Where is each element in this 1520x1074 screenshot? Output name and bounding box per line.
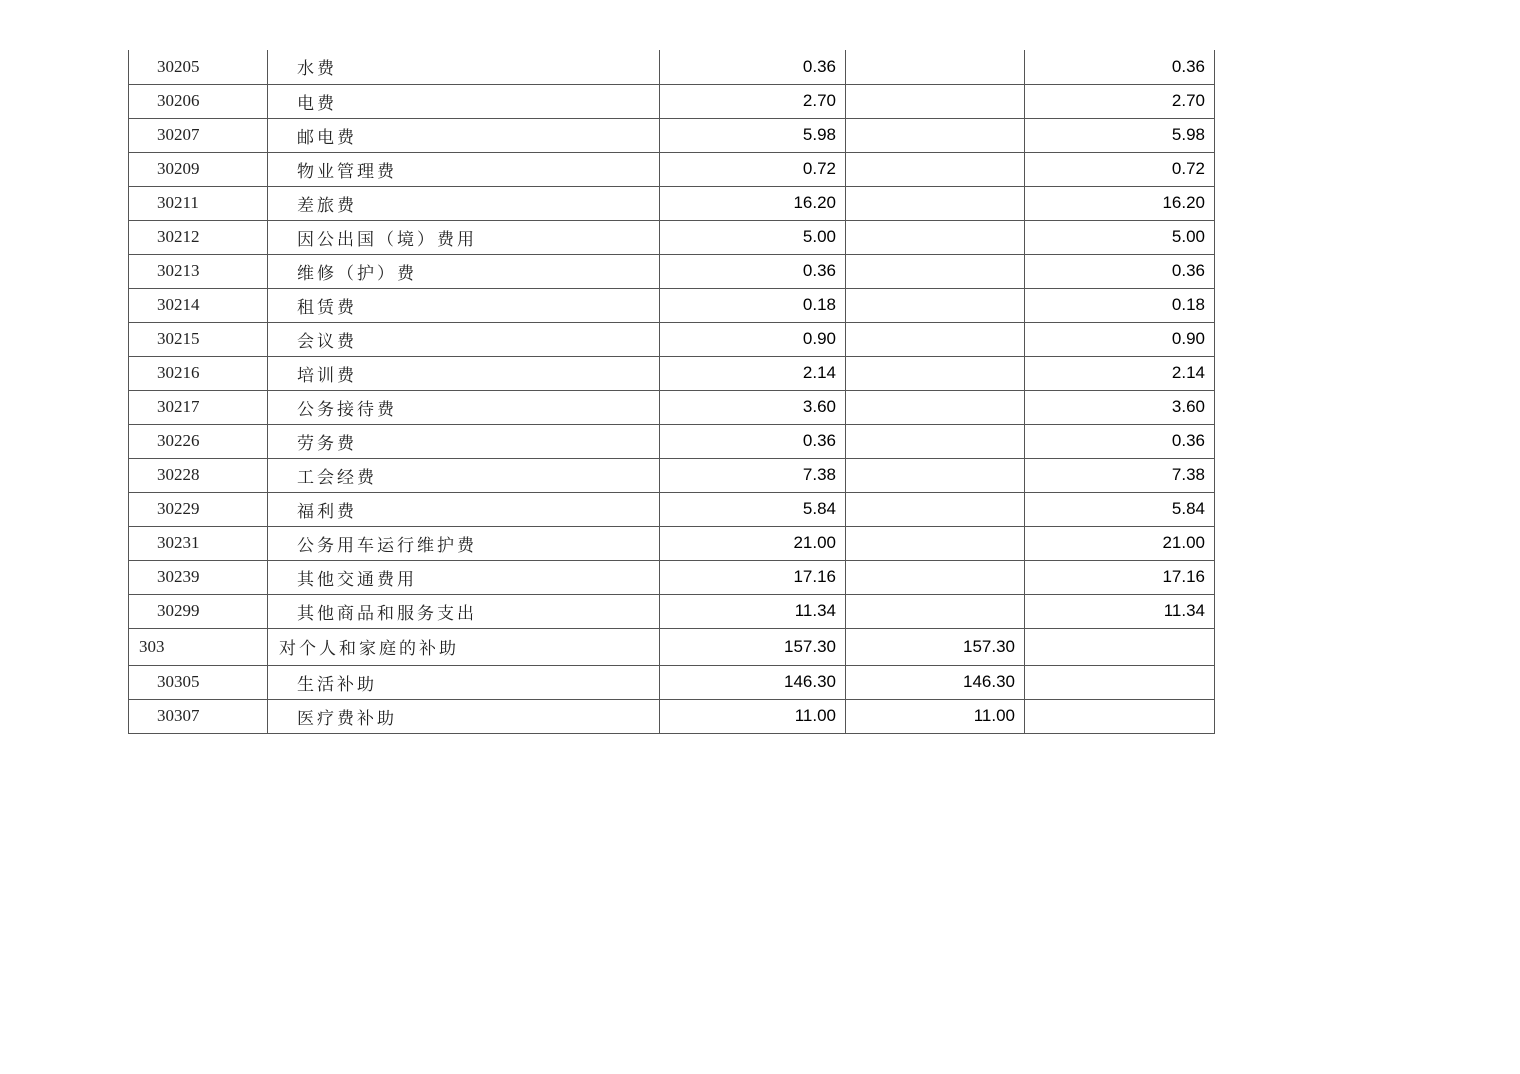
code-cell: 30239 xyxy=(129,560,268,594)
table-body xyxy=(129,50,1215,733)
basic-expenditure-cell: 11.00 xyxy=(846,699,1025,733)
basic-expenditure-cell xyxy=(846,560,1025,594)
item-name-cell: 邮电费 xyxy=(268,118,660,152)
total-amount-cell: 0.72 xyxy=(660,152,846,186)
basic-expenditure-cell xyxy=(846,390,1025,424)
code-cell: 30214 xyxy=(129,288,268,322)
code-cell: 30307 xyxy=(129,699,268,733)
code-cell: 30299 xyxy=(129,594,268,628)
project-expenditure-cell: 5.98 xyxy=(1025,118,1215,152)
project-expenditure-cell xyxy=(1025,699,1215,733)
table-row xyxy=(129,220,1215,254)
table-row xyxy=(129,254,1215,288)
table-row xyxy=(129,424,1215,458)
table-row xyxy=(129,560,1215,594)
table-row xyxy=(129,390,1215,424)
basic-expenditure-cell: 146.30 xyxy=(846,665,1025,699)
basic-expenditure-cell xyxy=(846,356,1025,390)
project-expenditure-cell: 5.00 xyxy=(1025,220,1215,254)
table-row xyxy=(129,322,1215,356)
basic-expenditure-cell xyxy=(846,492,1025,526)
item-name-cell: 劳务费 xyxy=(268,424,660,458)
item-name-cell: 培训费 xyxy=(268,356,660,390)
code-cell: 30213 xyxy=(129,254,268,288)
item-name-cell: 会议费 xyxy=(268,322,660,356)
code-cell: 30206 xyxy=(129,84,268,118)
code-cell: 30305 xyxy=(129,665,268,699)
table-row xyxy=(129,594,1215,628)
table-row xyxy=(129,288,1215,322)
total-amount-cell: 0.90 xyxy=(660,322,846,356)
item-name-cell: 因公出国（境）费用 xyxy=(268,220,660,254)
total-amount-cell: 0.36 xyxy=(660,424,846,458)
code-cell: 30211 xyxy=(129,186,268,220)
code-cell: 30212 xyxy=(129,220,268,254)
item-name-cell: 其他商品和服务支出 xyxy=(268,594,660,628)
total-amount-cell: 5.98 xyxy=(660,118,846,152)
total-amount-cell: 11.00 xyxy=(660,699,846,733)
code-cell: 30231 xyxy=(129,526,268,560)
project-expenditure-cell: 5.84 xyxy=(1025,492,1215,526)
basic-expenditure-cell xyxy=(846,186,1025,220)
basic-expenditure-cell xyxy=(846,526,1025,560)
table-row xyxy=(129,665,1215,699)
basic-expenditure-cell xyxy=(846,322,1025,356)
project-expenditure-cell: 7.38 xyxy=(1025,458,1215,492)
total-amount-cell: 157.30 xyxy=(660,628,846,665)
code-cell: 30228 xyxy=(129,458,268,492)
item-name-cell: 水费 xyxy=(268,50,660,84)
project-expenditure-cell: 0.36 xyxy=(1025,254,1215,288)
total-amount-cell: 0.36 xyxy=(660,50,846,84)
code-cell: 30217 xyxy=(129,390,268,424)
code-cell: 30226 xyxy=(129,424,268,458)
item-name-cell: 差旅费 xyxy=(268,186,660,220)
total-amount-cell: 3.60 xyxy=(660,390,846,424)
project-expenditure-cell xyxy=(1025,665,1215,699)
table-row xyxy=(129,50,1215,84)
project-expenditure-cell: 0.36 xyxy=(1025,50,1215,84)
project-expenditure-cell: 0.90 xyxy=(1025,322,1215,356)
item-name-cell: 医疗费补助 xyxy=(268,699,660,733)
item-name-cell: 公务接待费 xyxy=(268,390,660,424)
project-expenditure-cell: 21.00 xyxy=(1025,526,1215,560)
table-row xyxy=(129,84,1215,118)
table-row xyxy=(129,492,1215,526)
total-amount-cell: 2.70 xyxy=(660,84,846,118)
table-row xyxy=(129,186,1215,220)
table-row xyxy=(129,152,1215,186)
project-expenditure-cell: 17.16 xyxy=(1025,560,1215,594)
table-row xyxy=(129,458,1215,492)
project-expenditure-cell: 0.36 xyxy=(1025,424,1215,458)
code-cell: 30205 xyxy=(129,50,268,84)
project-expenditure-cell: 0.18 xyxy=(1025,288,1215,322)
budget-expenditure-table xyxy=(128,50,1215,734)
total-amount-cell: 21.00 xyxy=(660,526,846,560)
total-amount-cell: 146.30 xyxy=(660,665,846,699)
total-amount-cell: 0.36 xyxy=(660,254,846,288)
code-cell: 303 xyxy=(129,628,268,665)
code-cell: 30229 xyxy=(129,492,268,526)
total-amount-cell: 11.34 xyxy=(660,594,846,628)
item-name-cell: 电费 xyxy=(268,84,660,118)
project-expenditure-cell: 2.14 xyxy=(1025,356,1215,390)
total-amount-cell: 2.14 xyxy=(660,356,846,390)
code-cell: 30215 xyxy=(129,322,268,356)
code-cell: 30209 xyxy=(129,152,268,186)
code-cell: 30207 xyxy=(129,118,268,152)
item-name-cell: 物业管理费 xyxy=(268,152,660,186)
item-name-cell: 对个人和家庭的补助 xyxy=(268,628,660,665)
table-row xyxy=(129,628,1215,665)
item-name-cell: 维修（护）费 xyxy=(268,254,660,288)
basic-expenditure-cell xyxy=(846,458,1025,492)
basic-expenditure-cell xyxy=(846,594,1025,628)
basic-expenditure-cell xyxy=(846,220,1025,254)
basic-expenditure-cell xyxy=(846,84,1025,118)
project-expenditure-cell: 0.72 xyxy=(1025,152,1215,186)
project-expenditure-cell: 11.34 xyxy=(1025,594,1215,628)
table-row xyxy=(129,356,1215,390)
project-expenditure-cell xyxy=(1025,628,1215,665)
basic-expenditure-cell: 157.30 xyxy=(846,628,1025,665)
item-name-cell: 租赁费 xyxy=(268,288,660,322)
project-expenditure-cell: 2.70 xyxy=(1025,84,1215,118)
total-amount-cell: 16.20 xyxy=(660,186,846,220)
basic-expenditure-cell xyxy=(846,118,1025,152)
total-amount-cell: 5.84 xyxy=(660,492,846,526)
total-amount-cell: 7.38 xyxy=(660,458,846,492)
item-name-cell: 福利费 xyxy=(268,492,660,526)
table-row xyxy=(129,526,1215,560)
basic-expenditure-cell xyxy=(846,288,1025,322)
item-name-cell: 其他交通费用 xyxy=(268,560,660,594)
basic-expenditure-cell xyxy=(846,50,1025,84)
item-name-cell: 生活补助 xyxy=(268,665,660,699)
basic-expenditure-cell xyxy=(846,254,1025,288)
item-name-cell: 工会经费 xyxy=(268,458,660,492)
project-expenditure-cell: 3.60 xyxy=(1025,390,1215,424)
item-name-cell: 公务用车运行维护费 xyxy=(268,526,660,560)
table-row xyxy=(129,118,1215,152)
total-amount-cell: 17.16 xyxy=(660,560,846,594)
total-amount-cell: 0.18 xyxy=(660,288,846,322)
project-expenditure-cell: 16.20 xyxy=(1025,186,1215,220)
basic-expenditure-cell xyxy=(846,152,1025,186)
code-cell: 30216 xyxy=(129,356,268,390)
total-amount-cell: 5.00 xyxy=(660,220,846,254)
table-row xyxy=(129,699,1215,733)
basic-expenditure-cell xyxy=(846,424,1025,458)
